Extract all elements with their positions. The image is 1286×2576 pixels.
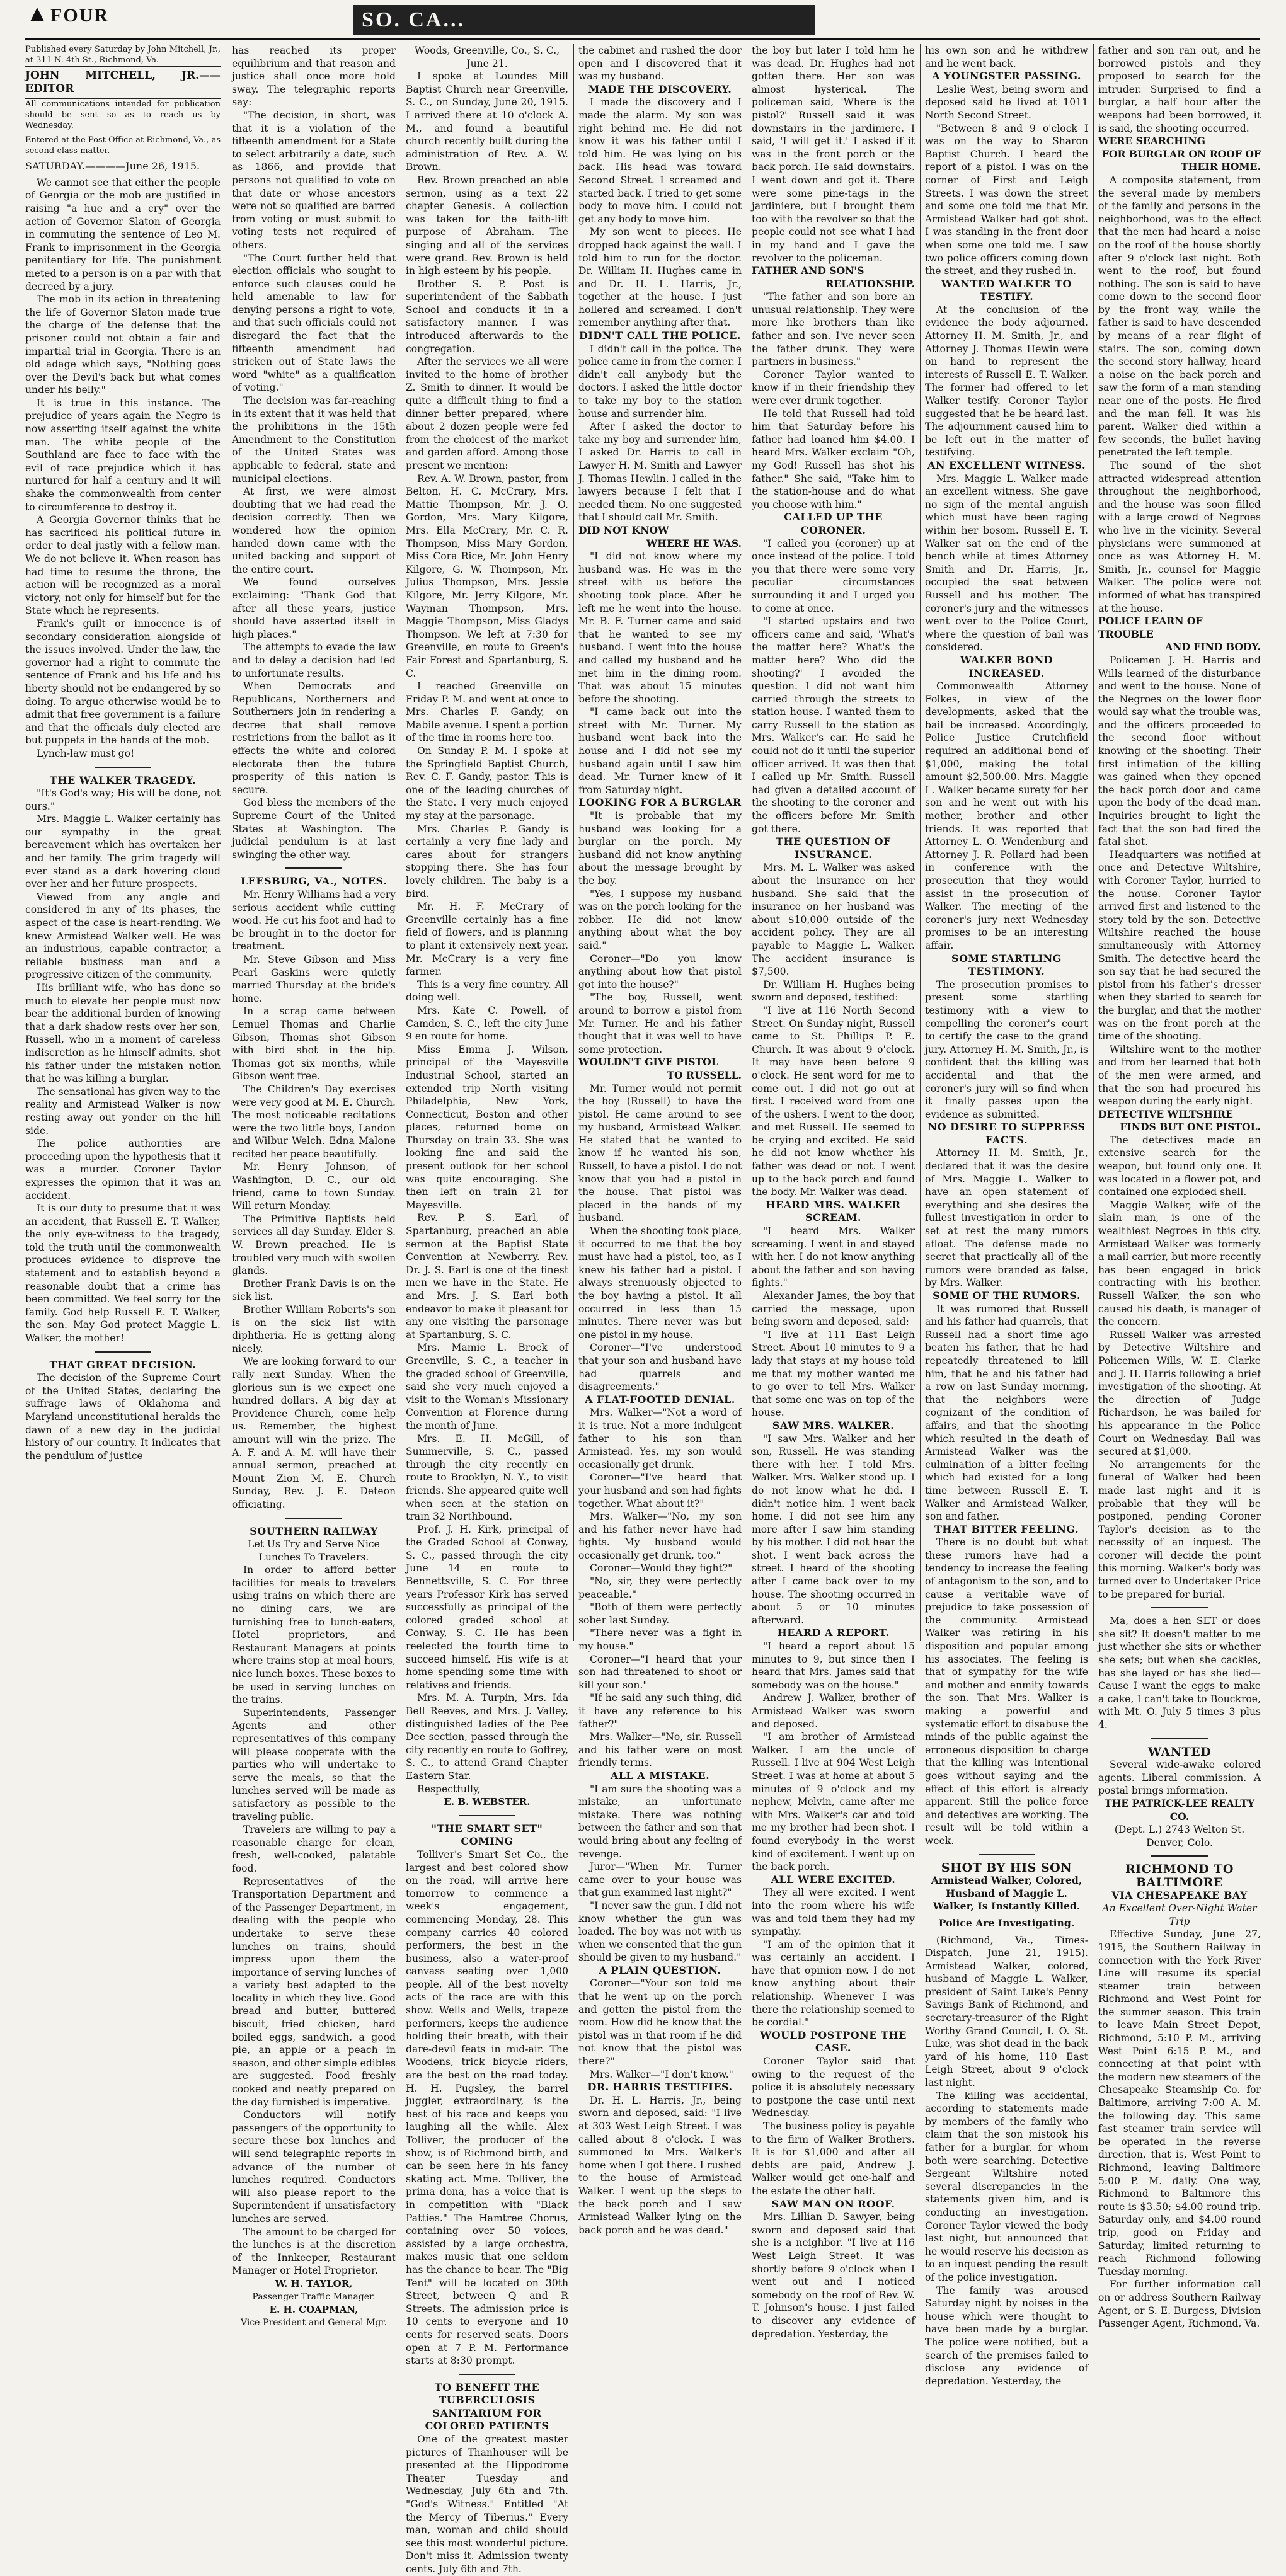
article-paragraph: "I saw Mrs. Walker and her son, Russell. He was standing there with her. I told Mrs. Walker. Mrs. Walker stood up. I do not know what he did. I didn't notice him. I went back home. I did not see him any more after I saw him standing by his mother. I did not hear the shot. I went back across the street. I heard of the shooting after I came back over to my house. The shooting occurred in about 5 or 10 minutes afterward.: [752, 1433, 915, 1626]
article-paragraph: "Yes, I suppose my husband was on the porch looking for the robber. He did not know anything about what the boy said.": [578, 888, 742, 951]
subheading: LOOKING FOR A BURGLAR: [578, 796, 742, 809]
editorial-paragraph: Lynch-law must go!: [37, 747, 135, 759]
quote-paragraph: "The Court further held that election officials who sought to enforce such clauses could be held amenable to law for denying persons a right to vote, and that such officials could not disregard the fact that the fifteenth amendment had stricken out of State laws the word "white" as a qualification of voting.": [232, 252, 396, 394]
article-paragraph: "I did not know where my husband was. He was in the street with us before the shooting took place. After he left me he went into the house. Mr. B. F. Turner came and said that he wanted to see my husband. I went into the house and called my husband and he met him in the dining room. That was about 15 minutes before the shooting.: [578, 551, 742, 705]
article-paragraph: I didn't call in the police. The police came in from the corner. I didn't call anybody but the doctors. I asked the little doctor to take my boy to the station house and surrender him.: [578, 343, 742, 420]
article-paragraph: The decision of the Supreme Court of the United States, declaring the suffrage laws of Oklahoma and Maryland unconstitutional heralds the dawn of a new day in the judicial history of our country. It indicates that the pendulum of justice: [25, 1372, 221, 1462]
column-3: [406, 44, 568, 2575]
article-paragraph: After the services we all were invited to the home of brother Z. Smith to dinner. It would be quite a difficult thing to find a dinner better prepared, where about 2 dozen people were fed from the choicest of the market and garden afford. Among those present we mention:: [406, 356, 568, 471]
article-paragraph: One of the greatest master pictures of Thanhouser will be presented at the Hippodrome Theater Tuesday and Wednesday, July 6th and 7th. "God's Witness." Entitled "At the Mercy of Tiberius." Every man, woman and child should see this most wonderful picture. Don't miss it. Admission twenty cents. July 6th and 7th.: [406, 2434, 568, 2575]
article-paragraph: Mr. H. F. McCrary of Greenville certainly has a fine field of flowers, and is planning to plant it extensively next year. Mr. McCrary is a very fine farmer.: [406, 901, 568, 978]
article-paragraph: Representatives of the Transportation Department and of the Passenger Department, in dealing with the people who undertake to serve these lunches on trains, should impress upon them the importance of serving lunches of a variety best adapted to the locality in which they live. Good bread and butter, buttered biscuit, fried chicken, hard boiled eggs, sandwich, a good pie, an apple or a peach in season, and other simple edibles are suggested. Food freshly cooked and neatly prepared on the day furnished is imperative.: [232, 1875, 396, 2108]
article-paragraph: Leslie West, being sworn and deposed said he lived at 1011 North Second Street.: [925, 83, 1088, 121]
subheading: THAT BITTER FEELING.: [934, 1523, 1079, 1535]
subheading: DIDN'T CALL THE POLICE.: [579, 329, 741, 342]
article-paragraph: Policemen J. H. Harris and Wills learned of the disturbance and went to the house. None of the Negroes on the lower floor would say what the trouble was, and the officers proceeded to the second floor without knowing of the shooting. Their first intimation of the killing was gained when they opened the back porch door and came upon the body of the dead man. Inquiries brought to light the fact that the son had fired the fatal shot.: [1098, 654, 1261, 848]
article-paragraph: It was rumored that Russell and his father had quarrels, that Russell had a short time ago beaten his father, that he had repeatedly threatened to kill him, that he and his father had a row on last Sunday morning, that the neighbors were cognizant of the condition of affairs, and that the shooting which resulted in the death of Armistead Walker was the culmination of a bitter feeling which had existed for a long time between Russell E. T. Walker and Armistead Walker, son and father.: [925, 1303, 1088, 1523]
subheading: SAW MRS. WALKER.: [772, 1419, 895, 1431]
subheading: THE QUESTION OF INSURANCE.: [776, 835, 891, 861]
article-paragraph: The sensational has given way to the reality and Armistead Walker is now resting away out yonder on the hill side.: [25, 1085, 221, 1136]
article-paragraph: Juror—"When Mr. Turner came over to your house was that gun examined last night?": [578, 1861, 742, 1899]
signature: W. H. TAYLOR,: [275, 2277, 353, 2289]
article-paragraph: Mrs. E. H. McGill, of Summerville, S. C., passed through the city recently en route to Brooklyn, N. Y., to visit friends. She appeared quite well when seen at the station on train 32 Northbound.: [406, 1433, 568, 1523]
article-paragraph: At the conclusion of the evidence the body adjourned. Attorney H. M. Smith, Jr., and Attorney J. Thomas Hewin were on hand to represent the interests of Russell E. T. Walker. The former had offered to let Walker testify. Coroner Taylor suggested that he be heard last. The adjournment caused him to be left out in the matter of testifying.: [925, 304, 1088, 459]
divider: [1151, 1607, 1208, 1608]
subheading: AN EXCELLENT WITNESS.: [927, 459, 1086, 471]
article-paragraph: The decision was far-reaching in its extent that it was held that the prohibitions in the 15th Amendment to the Constitution of the United States was applicable to federal, state and municipal elections.: [232, 395, 396, 484]
article-paragraph: This is a very fine country. All doing well.: [406, 978, 568, 1004]
article-paragraph: He told that Russell had told him that Saturday before his father had loaned him $4.00. I heard Mrs. Walker exclaim "Oh, my God! Russell has shot his father." She said, "Take him to the station-house and do what you choose with him.": [752, 408, 915, 510]
article-paragraph: Mrs. Walker—"I don't know.": [590, 2068, 733, 2080]
communications-notice: All communications intended for publication should be sent so as to reach us by Wednesday.: [25, 100, 221, 131]
article-subheading: Let Us Try and Serve Nice Lunches To Travelers.: [248, 1538, 380, 1563]
news-item: Mr. Henry Williams had a very serious accident while cutting wood. He cut his foot and had to be brought in to the doctor for treatment.: [232, 889, 396, 953]
article-heading: LEESBURG, VA., NOTES.: [240, 875, 388, 888]
article-paragraph: Miss Emma J. Wilson, principal of the Mayesville Industrial School, started an extended trip North visiting Philadelphia, New York, Connecticut, Boston and other places, returned home on Thursday on train 33. She was looking fine and said the present outlook for her school was quite encouraging. She then left on train 21 for Mayesville.: [406, 1043, 568, 1211]
article-paragraph: After I asked the doctor to take my boy and surrender him, I asked Dr. Harris to call in Lawyer H. M. Smith and Lawyer J. Thomas Hewlin. I called in the lawyers because I felt that I needed them. No one suggested that I should call Mr. Smith.: [578, 421, 742, 524]
signature: E. H. COAPMAN,: [269, 2304, 359, 2316]
editorial-paragraph: The mob in its action in threatening the life of Governor Slaton made true the charge of the defense that the prisoner could not obtain a fair and impartial trial in Georgia. There is an old adage which says, "Nothing goes over the Devil's back but what comes under his belly.": [25, 294, 221, 396]
quote-paragraph: "The decision, in short, was that it is a violation of the fifteenth amendment for a State to select arbitrarily a date, such as 1866, and provide that persons not qualified to vote on that date or whose ancestors were not so qualified are barred from voting or must submit to voting tests not required of others.: [232, 109, 396, 251]
article-paragraph: In order to afford better facilities for meals to travelers using trains on which there are no dining cars, we are furnishing free to lunch-eaters, Hotel proprietors, and Restaurant Managers at points where trains stop at meal hours, nice lunch boxes. These boxes to be used in serving lunches on the trains.: [232, 1564, 396, 1706]
article-paragraph: The business policy is payable to the firm of Walker Brothers. It is for $1,000 and after all debts are paid, Andrew J. Walker would get one-half and the estate the other half.: [752, 2121, 915, 2197]
subheading: SAW MAN ON ROOF.: [771, 2197, 895, 2210]
article-paragraph: We found ourselves exclaiming: "Thank God that after all these years, justice should have asserted itself in high places.": [232, 576, 396, 640]
column-2: [232, 44, 396, 2328]
headline-banner: SO. CA...: [353, 5, 815, 35]
divider: [95, 767, 151, 768]
column-4: [578, 44, 742, 2236]
subheading: FOR BURGLAR ON ROOF OF THEIR HOME.: [1101, 147, 1261, 173]
article-paragraph: I spoke at Loundes Mill Baptist Church near Greenville, S. C., on Sunday, June 20, 1915. I arrived there at 10 o'clock A. M., and found a beautiful church recently built during the administration of Rev. A. W. Brown.: [406, 71, 568, 173]
article-paragraph: (Richmond, Va., Times-Dispatch, June 21, 1915). Armistead Walker, colored, husband of Maggie L. Walker, president of Saint Luke's Penny Savings Bank of Richmond, and secretary-treasurer of the Right Worthy Grand Council, I. O. St. Luke, was shot dead in the back yard of his home, 110 East Leigh Street, about 9 o'clock last night.: [925, 1934, 1088, 2089]
column-rule: [1093, 44, 1094, 1641]
article-paragraph: "I started upstairs and two officers came and said, 'What's the matter here? What's the matter here? Who did the shooting?' I avoided the question. I did not want him carried through the streets to station house. I wanted them to carry Russell to the station as Mrs. Walker's car. He said he could not do it until the superior officer arrived. It was then that I called up Mr. Smith. Russell had given a detailed account of the shooting to the coroner and the officers before Mr. Smith got there.: [752, 615, 915, 835]
ad-tagline: An Excellent Over-Night Water Trip: [1102, 1903, 1257, 1927]
signature-title: Vice-President and General Mgr.: [240, 2317, 387, 2328]
ad-paragraph: For further information call on or address Southern Railway Agent, or S. E. Burgess, Division Passenger Agent, Richmond, Va.: [1098, 2279, 1261, 2330]
article-paragraph: Wiltshire went to the mother and from her learned that both of the men were armed, and that the son had procured his weapon during the early night.: [1098, 1043, 1261, 1108]
article-paragraph: On Sunday P. M. I spoke at the Springfield Baptist Church, Rev. C. F. Gandy, pastor. This is one of the leading churches of the State. I very much enjoyed my stay at the parsonage.: [406, 745, 568, 822]
divider: [979, 1854, 1035, 1855]
article-paragraph: Mrs. Walker—"Not a word of it is true. Not a more indulgent father to his son than Armistead. Yes, my son would occasionally get drunk.: [578, 1407, 742, 1470]
article-paragraph: Coroner—"I heard that your son had threatened to shoot or kill your son.": [578, 1653, 742, 1691]
article-paragraph: "I heard a report about 15 minutes to 9, but since then I heard that Mrs. James said that somebody was on the house.": [752, 1640, 915, 1691]
editorial-paragraph: A Georgia Governor thinks that he has sacrificed his political future in order to deal justly with a fellow man. We do not believe it. When reason has had time to resume the throne, the action will be recognized as a moral victory, not only for himself but for the State which he represents.: [25, 514, 221, 617]
editorial-paragraph: It is true in this instance. The prejudice of years again the Negro is now asserting itself against the white man. The white people of the Southland are face to face with the evil of race prejudice which it has nurtured for half a century and it will shake the commonwealth from center to circumference to destroy it.: [25, 397, 221, 513]
article-paragraph: It is our duty to presume that it was an accident, that Russell E. T. Walker, the only eye-witness to the tragedy, told the truth until the commonwealth produces evidence to disprove the statement and to establish beyond a reasonable doubt that a crime has been committed. We feel sorry for the family. God help Russell E. T. Walker, the son. May God protect Maggie L. Walker, the mother!: [25, 1203, 221, 1344]
closing: Respectfully,: [417, 1783, 481, 1795]
article-paragraph: Coroner—"Do you know anything about how that pistol got into the house?": [578, 953, 742, 990]
subheading: DR. HARRIS TESTIFIES.: [587, 2081, 733, 2093]
article-paragraph: The prosecution promises to present some startling testimony with a view to compelling the coroner's court to certify the case to the grand jury. Attorney H. M. Smith, Jr., is confident that the killing was accidental and that the coroner's jury will so find when it finally passes upon the evidence as submitted.: [925, 978, 1088, 1120]
article-paragraph: "No, sir, they were perfectly peaceable.": [578, 1576, 742, 1600]
article-paragraph: Brother S. P. Post is superintendent of the Sabbath School and conducts it in a satisfactory manner. I was introduced afterwards to the congregation.: [406, 278, 568, 355]
article-paragraph: has reached its proper equilibrium and that reason and justice shall once more hold sway. The telegraphic reports say:: [232, 45, 396, 108]
news-item: Mr. Henry Johnson, of Washington, D. C., our old friend, came to town Sunday. Will return Monday.: [232, 1161, 396, 1212]
ad-subheading: VIA CHESAPEAKE BAY: [1111, 1889, 1248, 1901]
ad-paragraph: Several wide-awake colored agents. Liberal commission. A postal brings information.: [1098, 1759, 1261, 1797]
article-subheading: Armistead Walker, Colored, Husband of Maggie L. Walker, Is Instantly Killed.: [931, 1874, 1082, 1913]
subheading: RELATIONSHIP.: [825, 277, 915, 290]
article-heading: SOUTHERN RAILWAY: [250, 1525, 378, 1537]
article-paragraph: "I am of the opinion that it was certainly an accident. I have that opinion now. I do not know anything about their relationship. Whenever I was there the relationship seemed to be cordial.": [752, 1938, 915, 2029]
subheading: SOME OF THE RUMORS.: [933, 1290, 1081, 1302]
article-heading: TO BENEFIT THE TUBERCULOSIS SANITARIUM FOR COLORED PATIENTS: [425, 2381, 549, 2432]
subheading: TO RUSSELL.: [667, 1068, 742, 1081]
column-7: [1098, 44, 1261, 2330]
article-paragraph: "The boy, Russell, went around to borrow a pistol from Mr. Turner. He and his father thought that it was well to have some protection.: [578, 992, 742, 1055]
editorial-paragraph: We cannot see that either the people of Georgia or the mob are justified in raising "a hue and a cry" over the action of Governor Slaton of Georgia in commuting the sentence of Leo M. Frank to imprisonment in the Georgia penitentiary for life. The punishment meted to a person is on a par with that decreed by a jury.: [25, 176, 221, 292]
article-paragraph: A composite statement, from the several made by members of the family and persons in the neighborhood, was to the effect that the men had heard a noise on the roof of the house shortly after 9 o'clock last night. Both went to the roof, but found nothing. The son is said to have come down to the second floor by the front way, while the father is said to have descended by means of a rear flight of stairs. The son, coming down the second story hallway, heard a noise on the back porch and saw the form of a man standing near one of the posts. He fired and the man fell. It was his parent. Walker died within a few seconds, the bullet having penetrated the left temple.: [1098, 174, 1261, 459]
article-paragraph: "There never was a fight in my house.": [578, 1627, 742, 1652]
article-paragraph: The killing was accidental, according to statements made by members of the family who claim that the son mistook his father for a burglar, for whom both were searching. Detective Sergeant Wiltshire noted several discrepancies in the statements given him, and is conducting an investigation. Coroner Taylor viewed the body last night, but announced that he would reserve his decision as to an inquest pending the result of the police investigation.: [925, 2090, 1088, 2283]
article-paragraph: Russell Walker was arrested by Detective Wiltshire and Policemen Wills, W. E. Clarke and J. H. Harris following a brief investigation of the shooting. At the direction of Judge Richardson, he was bailed for his appearance in the Police Court on Wednesday. Bail was secured at $1,000.: [1098, 1329, 1261, 1458]
article-paragraph: Superintendents, Passenger Agents and other representatives of this company will please cooperate with the parties who will undertake to serve the meals, so that the lunches served will be made as satisfactory as possible to the traveling public.: [232, 1707, 396, 1823]
article-paragraph: Mr. Turner would not permit the boy (Russell) to have the pistol. He came around to see my husband, Armistead Walker. He stated that he wanted to know if he wanted his son, Russell, to have a pistol. I do not know that you had a pistol in the house. That pistol was placed in the hands of my husband.: [578, 1082, 742, 1224]
divider: [95, 1351, 151, 1353]
news-item: In a scrap came between Lemuel Thomas and Charlie Gibson, Thomas shot Gibson with bird shot in the hip. Thomas got six months, while Gibson went free.: [232, 1005, 396, 1082]
article-paragraph: "Both of them were perfectly sober last Sunday.: [578, 1601, 742, 1626]
masthead: [25, 5, 1260, 40]
ornament-icon: [28, 5, 47, 24]
subheading: WALKER BOND INCREASED.: [960, 653, 1053, 679]
article-paragraph: Rev. P. S. Earl, of Spartanburg, preached an able sermon at the Baptist State Convention at Newberry. Rev. Dr. J. S. Earl is one of the finest men we have in the State. He and Mrs. J. S. Earl both endeavor to make it pleasant for any one visiting the parsonage at Spartanburg, S. C.: [406, 1212, 568, 1341]
article-paragraph: his own son and he withdrew and he went back.: [925, 45, 1088, 69]
article-paragraph: Coroner—"I've heard that your husband and son had fights together. What about it?": [578, 1472, 742, 1509]
article-heading: SHOT BY HIS SON: [941, 1860, 1072, 1875]
ad-company: THE PATRICK-LEE REALTY CO.: [1104, 1797, 1255, 1823]
signature-title: Passenger Traffic Manager.: [252, 2291, 376, 2302]
article-paragraph: "I never saw the gun. I did not know whether the gun was loaded. The boy was not with us when we consented that the gun should be given to my husband.": [578, 1899, 742, 1964]
subheading: WANTED WALKER TO TESTIFY.: [941, 277, 1072, 303]
article-paragraph: Tolliver's Smart Set Co., the largest and best colored show on the road, will arrive here tomorrow to commence a week's engagement, commencing Monday, 28. This company carries 40 colored performers, the best in the business, also a water-proof canvass seating over 1,000 people. All of the best novelty acts of the race are with this show. Wells and Wells, trapeze performers, keeps the audience holding their breath, with their dare-devil feats in mid-air. The Woodens, trick bicycle riders, are the best on the road today. H. H. Pugsley, the barrel juggler, extraordinary, is the best of his race and keeps you laughing all the while. Alex Tolliver, the producer of the show, is of Richmond birth, and can be seen here in his fancy skating act. Mme. Tolliver, the prima dona, has a voice that is in competition with "Black Patties." The Hamtree Chorus, containing over 50 voices, assisted by a large orchestra, makes music that one seldom has the chance to hear. The "Big Tent" will be located on 30th Street, between Q and R Streets. The admission price is 10 cents to everyone and 10 cents for reserved seats. Doors open at 7 P. M. Performance starts at 8:30 prompt.: [406, 1848, 568, 2367]
article-paragraph: "It is probable that my husband was looking for a burglar on the porch. My husband did not know anything about the message brought by the boy.: [578, 810, 742, 886]
article-paragraph: Mrs. Maggie L. Walker made an excellent witness. She gave no sign of the mental anguish which must have been raging within her bosom. Russell E. T. Walker sat on the end of the bench while at times Attorney Smith and Dr. Harris, Jr., occupied the seat between Russell and his mother. The coroner's jury and the witnesses went over to the Police Court, where the question of bail was considered.: [925, 472, 1088, 653]
divider: [459, 2374, 515, 2375]
article-paragraph: "I called you (coroner) up at once instead of the police. I told you that there were some very peculiar circumstances surrounding it and I urged you to come at once.: [752, 537, 915, 614]
article-paragraph: Mrs. Walker—"No, sir. Russell and his father were on most friendly terms.: [578, 1731, 742, 1769]
news-item: Brother William Roberts's son is on the sick list with diphtheria. He is getting along nicely.: [232, 1304, 396, 1354]
divider: [1151, 1738, 1208, 1739]
divider: [285, 1518, 342, 1519]
article-paragraph: Mrs. Mamie L. Brock of Greenville, S. C., a teacher in the graded school of Greenville, said she very much enjoyed a visit to the Woman's Missionary Convention at Florence during the month of June.: [406, 1342, 568, 1431]
article-paragraph: They all were excited. I went into the room where his wife was and told them they had my sympathy.: [752, 1887, 915, 1938]
article-heading: THE WALKER TRAGEDY.: [49, 774, 197, 786]
editorial-paragraph: Frank's guilt or innocence is of secondary consideration alongside of the issues involved. Under the law, the governor had a right to commute the sentence of Frank and his life and his liberty should not be endangered by so doing. To argue otherwise would be to admit that free government is a failure and that the officials duly elected are but puppets in the hands of the mob.: [25, 617, 221, 747]
subheading: FATHER AND SON'S: [752, 265, 864, 277]
article-subheading: Police Are Investigating.: [938, 1916, 1075, 1929]
subheading: WERE SEARCHING: [1098, 135, 1205, 147]
article-paragraph: Mrs. M. L. Walker was asked about the insurance on her husband. She said that the insurance on her husband was about $10,000 outside of the accident policy. They are all payable to Maggie L. Walker. The accident insurance is $7,500.: [752, 862, 915, 978]
article-paragraph: "I am brother of Armistead Walker. I am the uncle of Russell. I live at 904 West Leigh Street. I was at home at about 5 minutes of 9 o'clock and my nephew, Melvin, came after me with Mrs. Walker's car and told me my brother had been shot. I found everybody in the worst kind of excitement. I went up on the back porch.: [752, 1731, 915, 1873]
article-paragraph: Mrs. Charles P. Gandy is certainly a very fine lady and cares about for strangers stopping there. She has four lovely children. The baby is a bird.: [406, 823, 568, 900]
article-paragraph: Travelers are willing to pay a reasonable charge for clean, fresh, well-cooked, palatable food.: [232, 1824, 396, 1874]
subheading: ALL WERE EXCITED.: [771, 1873, 896, 1886]
article-paragraph: Coroner Taylor wanted to know if in their friendship they were ever drunk together.: [752, 369, 915, 407]
article-heading: "THE SMART SET" COMING: [431, 1822, 543, 1848]
divider: [285, 867, 342, 869]
article-paragraph: I reached Greenville on Friday P. M. and went at once to Mrs. Charles F. Gandy, on Mabile avenue. I spent a portion of the time in rooms here too.: [406, 680, 568, 744]
filler-paragraph: Ma, does a hen SET or does she sit? It doesn't matter to me just whether she sits or whether she sets; but when she cackles, has she layed or has she lied—Cause I want the eggs to make a cake, I can't take to Bouckroe, with Mt. O. July 5 times 3 plus 4.: [1098, 1615, 1261, 1731]
article-paragraph: Andrew J. Walker, brother of Armistead Walker was sworn and deposed.: [752, 1692, 915, 1730]
subheading: FINDS BUT ONE PISTOL.: [1120, 1121, 1261, 1133]
article-paragraph: God bless the members of the Supreme Court of the United States at Washington. The judicial pendulum is at last swinging the other way.: [232, 797, 396, 861]
article-paragraph: When Democrats and Republicans, Northerners and Southerners join in rendering a decree that shall remove restrictions from the ballot as it effects the white and colored electorate then the future prosperity of this nation is secure.: [232, 680, 396, 796]
article-paragraph: The detectives made an extensive search for the weapon, but found only one. It was located in a flower pot, and contained one exploded shell.: [1098, 1134, 1261, 1198]
article-paragraph: Mrs. Kate C. Powell, of Camden, S. C., left the city June 9 en route for home.: [406, 1004, 568, 1043]
article-paragraph: I made the discovery and I made the alarm. My son was right behind me. He did not know it was his father until I told him. He was lying on his back. His head was toward Second Street. I screamed and started back. I tried to get some body to move him. I could not get any body to move him.: [578, 96, 742, 225]
article-paragraph: The family was aroused Saturday night by noises in the house which were thought to have been made by a burglar. The police were notified, but a search of the premises failed to disclose any evidence of depredation. Yesterday, the: [925, 2284, 1088, 2387]
article-paragraph: When the shooting took place, it occurred to me that the boy must have had a pistol, too, as I knew his father had a pistol. I always strenuously objected to the boy having a pistol. It all occurred in less than 15 minutes. There never was but one pistol in my house.: [578, 1225, 742, 1341]
column-rule: [573, 44, 574, 1641]
article-paragraph: There is no doubt but what these rumors have had a tendency to increase the feeling of antagonism to the son, and to cause a veritable wave of prejudice to take possession of the community. Armistead Walker was retiring in his disposition and popular among his associates. The feeling is that of sympathy for the wife and mother and enmity towards the son. That Mrs. Walker is making a powerful and systematic effort to disabuse the minds of the public against the erroneous disposition to charge that the killing was intentional goes without saying and the effect of this effort is already apparent. Still the police force and detectives are working. The result will be told within a week.: [925, 1537, 1088, 1846]
issue-date: SATURDAY.————June 26, 1915.: [25, 160, 221, 176]
subheading: WOULDN'T GIVE PISTOL: [578, 1056, 718, 1068]
article-paragraph: "I live at 111 East Leigh Street. About 10 minutes to 9 a lady that stays at my house told me that my mother wanted me to go over to tell Mrs. Walker that some one was on top of the house.: [752, 1329, 915, 1419]
ad-paragraph: Effective Sunday, June 27, 1915, the Southern Railway in connection with the York River Line will resume its special steamer train between Richmond and West Point for the summer season. This train to leave Main Street Depot, Richmond, 5:10 P. M., arriving West Point 6:15 P. M., and connecting at that point with the modern new steamers of the Chesapeake Steamship Co. for Baltimore, arriving 7:00 A. M. the following day. This same fast steamer train service will be operated in the reverse direction, that is, West Point to Richmond, leaving Baltimore 5:00 P. M. daily. One way, Richmond to Baltimore this route is $3.50; $4.00 round trip. Saturday only, and $4.00 round trip, good on Friday and Saturday, limited returning to reach Richmond following Tuesday morning.: [1098, 1928, 1261, 2277]
subheading: NO DESIRE TO SUPPRESS FACTS.: [927, 1121, 1086, 1146]
article-paragraph: Prof. J. H. Kirk, principal of the Graded School at Conway, S. C., passed through the city June 14 en route to Bennettsville, S. C. For three years Professor Kirk has served successfully as principal of the colored graded school at Conway, S. C. He has been reelected the fourth time to succeed himself. His wife is at home spending some time with relatives and friends.: [406, 1523, 568, 1691]
page-number: FOUR: [50, 5, 109, 26]
subheading: A FLAT-FOOTED DENIAL.: [585, 1393, 735, 1405]
news-item: Mr. Steve Gibson and Miss Pearl Gaskins were quietly married Thursday at the bride's home.: [232, 953, 396, 1004]
column-rule: [920, 44, 921, 1641]
article-paragraph: Alexander James, the boy that carried the message, upon being sworn and deposed, said:: [752, 1290, 915, 1328]
article-paragraph: the boy but later I told him he was dead. Dr. Hughes had not gotten there. Her son was almost hysterical. The policeman said, 'Where is the pistol?' Russell said it was downstairs in the jardiniere. I said, 'I will get it.' I asked if it was in the front porch or the back porch. He said downstairs. I went down and got it. There were some pine-tags in the jardiniere, but I brought them too with the revolver so that the people could not see what I had in my hand and I gave the revolver to the policeman.: [752, 45, 915, 264]
subheading: A YOUNGSTER PASSING.: [932, 70, 1081, 83]
article-paragraph: Headquarters was notified at once and Detective Wiltshire, with Coroner Taylor, hurried to the house. Coroner Taylor arrived first and listened to the story told by the son. Detective Wiltshire reached the house simultaneously with Attorney Smith. The detective heard the son say that he had secured the pistol from his father's dresser when they started to search for the burglar, and that the mother was on the front porch at the time of the shooting.: [1098, 849, 1261, 1043]
column-1: [25, 44, 221, 1641]
article-paragraph: The police authorities are proceeding upon the hypothesis that it was a murder. Coroner Taylor expresses the opinion that it was an accident.: [25, 1138, 221, 1201]
article-paragraph: No arrangements for the funeral of Walker had been made last night and it is probable that they will be postponed, pending Coroner Taylor's decision as to the necessity of an inquest. The coroner will decide the point this morning. Walker's body was turned over to Undertaker Price to be prepared for burial.: [1098, 1458, 1261, 1600]
article-paragraph: His brilliant wife, who has done so much to elevate her people must now bear the additional burden of knowing that a dark shadow rests over her son, Russell, who in a moment of careless indiscretion as he himself admits, shot his father under the mistaken notion that he was killing a burglar.: [25, 982, 221, 1085]
divider: [459, 1815, 515, 1816]
article-paragraph: The sound of the shot attracted widespread attention throughout the neighborhood, and the house was soon filled with a large crowd of Negroes who live in the vicinity. Several physicians were summoned at once as was Attorney H. M. Smith, Jr., counsel for Maggie Walker. The police were not informed of what has transpired at the house.: [1098, 460, 1261, 614]
article-paragraph: "The father and son bore an unusual relationship. They were more like brothers than like father and son. I've never seen the father drunk. They were partners in business.": [752, 291, 915, 368]
article-paragraph: father and son ran out, and he borrowed pistols and they proposed to search for the intruder. Surprised to find a burglar, a half hour after the weapons had been borrowed, it is said, the shooting occurred.: [1098, 45, 1261, 134]
news-item: The Primitive Baptists held services all day Sunday. Elder S. W. Brown preached. He is troubled very much with swollen glands.: [232, 1213, 396, 1277]
news-item: Brother Frank Davis is on the sick list.: [232, 1278, 396, 1303]
subheading: CALLED UP THE CORONER.: [784, 511, 883, 536]
divider: [1151, 1855, 1208, 1857]
subheading: WHERE HE WAS.: [646, 537, 742, 549]
subheading: DID NOT KNOW: [578, 524, 669, 536]
article-paragraph: the cabinet and rushed the door open and I discovered that it was my husband.: [578, 45, 742, 83]
subheading: DETECTIVE WILTSHIRE: [1098, 1108, 1233, 1120]
article-paragraph: Mrs. Walker—"No, my son and his father never have had fights. My husband would occasionally get drunk, too.": [578, 1511, 742, 1561]
article-paragraph: Mrs. Lillian D. Sawyer, being sworn and deposed said that she is a neighbor. "I live at 116 West Leigh Street. It was shortly before 9 o'clock when I went out and I noticed somebody on the roof of Rev. W. T. Johnson's house. I just failed to discover any evidence of depredation. Yesterday, the: [752, 2211, 915, 2340]
article-paragraph: Viewed from any angle and considered in any of its phases, the aspect of the case is heart-rending. We knew Armistead Walker well. He was an industrious, capable contractor, a reliable business man and a progressive citizen of the community.: [25, 891, 221, 981]
article-paragraph: "I am sure the shooting was a mistake, an unfortunate mistake. There was nothing between the father and son that would bring about any feeling of revenge.: [578, 1783, 742, 1860]
article-paragraph: The attempts to evade the law and to delay a decision had led to unfortunate results.: [232, 641, 396, 679]
article-paragraph: Dr. William H. Hughes being sworn and deposed, testified:: [752, 978, 915, 1004]
subheading: A PLAIN QUESTION.: [599, 1964, 721, 1976]
ad-heading: RICHMOND TO BALTIMORE: [1125, 1862, 1234, 1889]
ad-heading: WANTED: [1147, 1744, 1212, 1759]
subheading: HEARD A REPORT.: [777, 1627, 890, 1639]
article-paragraph: At first, we were almost doubting that we had read the decision correctly. Then we wondered how the opinion handed down came with the united backing and support of the entire court.: [232, 486, 396, 575]
article-paragraph: Mrs. Maggie L. Walker certainly has our sympathy in the great bereavement which has overtaken her and her family. The grim tragedy will ever stand as a dark hovering cloud over her and her future prospects.: [25, 813, 221, 890]
article-paragraph: "If he said any such thing, did it have any reference to his father?": [578, 1692, 742, 1730]
article-paragraph: Attorney H. M. Smith, Jr., declared that it was the desire of Mrs. Maggie L. Walker to have an open statement of everything and she desires the fullest investigation in order to set at rest the many rumors afloat. The defense made no secret that practically all of the rumors were branded as false, by Mrs. Walker.: [925, 1147, 1088, 1289]
subheading: POLICE LEARN OF TROUBLE: [1098, 615, 1203, 640]
article-paragraph: "I live at 116 North Second Street. On Sunday night, Russell came to St. Phillips P. E. Church. It was about 9 o'clock. It may have been before 9 o'clock. He sent word for me to come out. I did not go out at first. I received word from one of the ushers. I went to the door, and met Russell. He seemed to be crying and excited. He said he did not know whether his father was dead or not. I went up to the back porch and found the body. Mr. Walker was dead.: [752, 1004, 915, 1198]
article-paragraph: "Between 8 and 9 o'clock I was on the way to Sharon Baptist Church. I heard the report of a pistol. I was on the corner of First and Leigh Streets. I was down the street and some one told me that Mr. Armistead Walker had got shot. I was standing in the front door when some one told me. I saw two police officers coming down the street, and they rushed in.: [925, 122, 1088, 277]
article-paragraph: Rev. Brown preached an able sermon, using as a text 22 chapter Genesis. A collection was taken for the faith-lift purpose of Abraham. The singing and all of the services were grand. Rev. Brown is held in high esteem by his people.: [406, 174, 568, 277]
article-paragraph: Rev. A. W. Brown, pastor, from Belton, H. C. McCrary, Mrs. Mattie Thompson, Mr. J. O. Gordon, Mrs. Mary Kilgore, Mrs. Ella McCrary, Mr. C. R. Thompson, Miss Mary Gordon, Miss Cora Rice, Mr. John Henry Kilgore, G. W. Thompson, Mr. Julius Thompson, Mrs. Jessie Kilgore, Mr. Jerry Kilgore, Mr. Wayman Thompson, Mrs. Maggie Thompson, Miss Gladys Thompson. We left at 7:30 for Greenville, en route to Green's Fair Forest and Spartanburg, S. C.: [406, 472, 568, 679]
subheading: MADE THE DISCOVERY.: [588, 83, 732, 95]
article-paragraph: My son went to pieces. He dropped back against the wall. I told him to run for the doctor. Dr. William H. Hughes came in and Dr. H. L. Harris, Jr., together at the house. I just hollered and screamed. I don't remember anything after that.: [578, 226, 742, 329]
published-notice: Published every Saturday by John Mitchell, Jr., at 311 N. 4th St., Richmond, Va.: [25, 45, 221, 65]
signature: E. B. WEBSTER.: [444, 1796, 531, 1808]
subheading: HEARD MRS. WALKER SCREAM.: [766, 1198, 901, 1224]
dateline: Woods, Greenville, Co., S. C., June 21.: [414, 45, 560, 69]
subheading: ALL A MISTAKE.: [610, 1769, 710, 1782]
column-5: [752, 44, 915, 2340]
column-6: [925, 44, 1088, 2387]
article-paragraph: Coroner—"I've understood that your son and husband have had quarrels and disagreements.": [578, 1342, 742, 1393]
editor-line: JOHN MITCHELL, JR.——EDITOR: [25, 66, 221, 99]
article-paragraph: Coroner Taylor said that owing to the request of the police it is absolutely necessary to postpone the case until next Wednesday.: [752, 2056, 915, 2119]
article-paragraph: Coroner—Would they fight?": [590, 1562, 733, 1574]
subheading: AND FIND BODY.: [1164, 641, 1261, 653]
article-paragraph: "I heard Mrs. Walker screaming. I went in and stayed with her. I do not know anything about the father and son having fights.": [752, 1225, 915, 1289]
entered-notice: Entered at the Post Office at Richmond, Va., as second-class matter.: [25, 135, 221, 156]
article-heading: THAT GREAT DECISION.: [49, 1358, 197, 1371]
news-item: The Children's Day exercises were very good at M. E. Church. The most noticeable recitations were the two little boys, Landon and Wilbur Welch. Edna Malone recited her peace beautifully.: [232, 1083, 396, 1160]
ad-address: (Dept. L.) 2743 Welton St. Denver, Colo.: [1114, 1824, 1245, 1848]
article-paragraph: The amount to be charged for the lunches is at the discretion of the Innkeeper, Restaurant Manager or Hotel Proprietor.: [232, 2226, 396, 2277]
article-paragraph: "I came back out into the street with Mr. Turner. My husband went back into the house and I did not see my husband again until I saw him dead. Mr. Turner knew of it from Saturday night.: [578, 706, 742, 796]
article-paragraph: "It's God's way; His will be done, not ours.": [25, 787, 221, 812]
article-paragraph: Conductors will notify passengers of the opportunity to secure these box lunches and will send telegraphic reports in advance of the number of lunches required. Conductors will also please report to the Superintendent if unsatisfactory lunches are served.: [232, 2109, 396, 2224]
news-item: We are looking forward to our rally next Sunday. When the glorious sun is we expect one hundred dollars. A big day at Providence Church, come help us. Remember, the highest amount will win the prize. The A. F. and A. M. will have their annual sermon, preached at Mount Zion M. E. Church Sunday, Rev. J. E. Deteon officiating.: [232, 1356, 396, 1510]
article-paragraph: Dr. H. L. Harris, Jr., being sworn and deposed, said: "I live at 303 West Leigh Street. I was called about 8 o'clock. I was summoned to Mrs. Walker's home when I got there. I rushed to the house of Armistead Walker. I went up the steps to the back porch and I saw Armistead Walker lying on the back porch and he was dead.": [578, 2094, 742, 2236]
article-paragraph: Commonwealth Attorney Folkes, in view of the developments, asked that the bail be increased. Accordingly, Police Justice Crutchfield required an additional bond of $1,000, making the total amount $2,500.00. Mrs. Maggie L. Walker became surety for her son and he went out with his mother, brother and other friends. It was reported that Attorney L. O. Wendenburg and Attorney J. R. Pollard had been in conference with the prosecution that they would assist in the prosecution of Walker. The meeting of the coroner's jury next Wednesday promises to be an interesting affair.: [925, 680, 1088, 951]
subheading: SOME STARTLING TESTIMONY.: [951, 952, 1062, 978]
article-paragraph: Mrs. M. A. Turpin, Mrs. Ida Bell Reeves, and Mrs. J. Valley, distinguished ladies of the Pee Dee section, passed through the city recently en route to Goffrey, S. C., to attend Grand Chapter Eastern Star.: [406, 1692, 568, 1782]
article-paragraph: Coroner—"Your son told me that he went up on the porch and gotten the pistol from the room. How did he know that the pistol was in that room if he did not know that the pistol was there?": [578, 1978, 742, 2068]
article-paragraph: Maggie Walker, wife of the slain man, is one of the wealthiest Negroes in this city. Armistead Walker was formerly a mail carrier, but more recently has been engaged in brick contracting with his brother. Russell Walker, the son who caused his death, is manager of the concern.: [1098, 1199, 1261, 1328]
subheading: WOULD POSTPONE THE CASE.: [760, 2029, 907, 2054]
